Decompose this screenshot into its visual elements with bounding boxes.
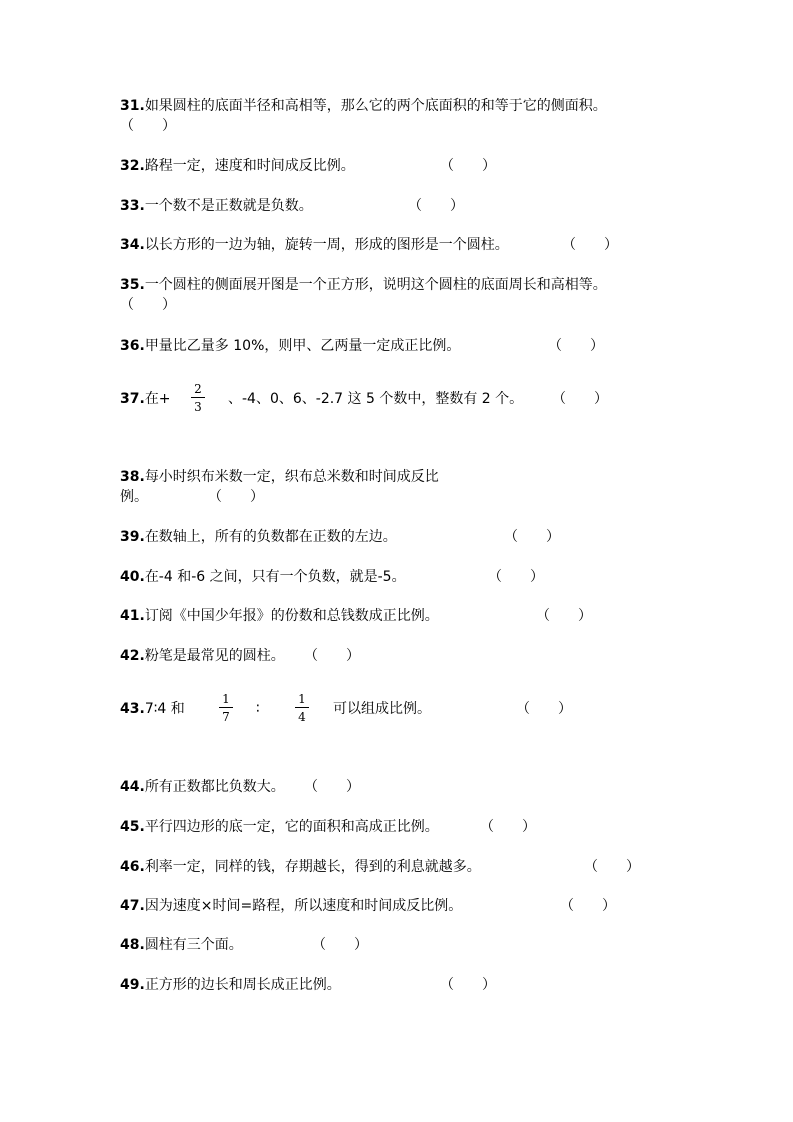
question-text: 一个圆柱的侧面展开图是一个正方形，说明这个圆柱的底面周长和高相等。: [144, 277, 607, 293]
question-45: [120, 817, 439, 837]
question-41: [120, 606, 439, 626]
question-text: 一个数不是正数就是负数。: [144, 198, 313, 214]
question-number: 45.: [120, 819, 145, 835]
question-text-end: 可以组成比例。: [333, 701, 431, 717]
answer-blank[interactable]: （ ）: [304, 648, 360, 664]
answer-blank[interactable]: （ ）: [552, 391, 608, 407]
fraction-denominator: 3: [194, 400, 202, 414]
answer-blank[interactable]: （ ）: [304, 779, 360, 795]
fraction-denominator: 4: [298, 710, 306, 724]
answer-blank[interactable]: （ ）: [562, 237, 618, 253]
question-number: 40.: [120, 569, 145, 585]
fraction-numerator: 1: [298, 692, 306, 706]
question-text: 甲量比乙量多 10%，则甲、乙两量一定成正比例。: [144, 338, 461, 354]
question-39: [120, 527, 397, 547]
answer-blank[interactable]: （ ）: [488, 569, 544, 585]
question-text-start: 7∶4 和: [144, 701, 185, 717]
fraction-bar: [295, 707, 309, 708]
question-48: [120, 935, 243, 955]
answer-blank[interactable]: （ ）: [120, 118, 176, 134]
question-number: 35.: [120, 277, 145, 293]
question-number: 41.: [120, 608, 145, 624]
fraction-numerator: 1: [222, 692, 230, 706]
colon-symbol: ∶: [256, 701, 260, 717]
question-text: 订阅《中国少年报》的份数和总钱数成正比例。: [144, 608, 439, 624]
question-38-line2: [120, 487, 148, 507]
question-number: 47.: [120, 898, 145, 914]
question-text: 所有正数都比负数大。: [144, 779, 285, 795]
question-42: [120, 646, 285, 666]
question-43-rest: [333, 699, 431, 719]
question-37: [120, 389, 171, 409]
fraction-bar: [191, 397, 205, 398]
question-number: 46.: [120, 859, 145, 875]
question-text: 在-4 和-6 之间，只有一个负数，就是-5。: [144, 569, 406, 585]
question-33: [120, 196, 313, 216]
question-47: [120, 896, 462, 916]
question-text: 平行四边形的底一定，它的面积和高成正比例。: [144, 819, 439, 835]
question-number: 42.: [120, 648, 145, 664]
question-number: 44.: [120, 779, 145, 795]
question-number: 33.: [120, 198, 145, 214]
answer-blank[interactable]: （ ）: [584, 859, 640, 875]
question-text: 粉笔是最常见的圆柱。: [144, 648, 285, 664]
answer-blank[interactable]: （ ）: [560, 898, 616, 914]
answer-blank[interactable]: （ ）: [480, 819, 536, 835]
question-49: [120, 975, 341, 995]
question-text-continued: 例。: [120, 489, 148, 505]
ratio-colon: [256, 699, 260, 719]
fraction-numerator: 2: [194, 382, 202, 396]
fraction-one-seventh: [219, 692, 233, 724]
answer-blank[interactable]: （ ）: [440, 158, 496, 174]
fraction-one-quarter: [295, 692, 309, 724]
answer-blank[interactable]: （ ）: [312, 937, 368, 953]
answer-blank[interactable]: （ ）: [516, 701, 572, 717]
answer-blank[interactable]: （ ）: [408, 198, 464, 214]
question-number: 49.: [120, 977, 145, 993]
question-36: [120, 336, 460, 356]
question-43: [120, 699, 185, 719]
answer-blank[interactable]: （ ）: [120, 297, 176, 313]
question-text-end: 、-4、0、6、-2.7 这 5 个数中，整数有 2 个。: [228, 391, 524, 407]
question-40: [120, 567, 406, 587]
question-number: 31.: [120, 98, 145, 114]
fraction-denominator: 7: [222, 710, 230, 724]
question-text: 以长方形的一边为轴，旋转一周，形成的图形是一个圆柱。: [144, 237, 509, 253]
question-number: 38.: [120, 469, 145, 485]
question-number: 43.: [120, 701, 145, 717]
question-number: 48.: [120, 937, 145, 953]
question-text-start: 在+: [144, 391, 171, 407]
question-35: [120, 275, 607, 295]
answer-blank[interactable]: （ ）: [536, 608, 592, 624]
question-46: [120, 857, 481, 877]
answer-blank[interactable]: （ ）: [440, 977, 496, 993]
question-38: [120, 467, 439, 487]
question-text: 利率一定，同样的钱，存期越长，得到的利息就越多。: [144, 859, 481, 875]
answer-blank[interactable]: （ ）: [548, 338, 604, 354]
question-number: 39.: [120, 529, 145, 545]
fraction-two-thirds: [191, 382, 205, 414]
fraction-bar: [219, 707, 233, 708]
question-44: [120, 777, 285, 797]
question-text: 因为速度×时间=路程，所以速度和时间成反比例。: [144, 898, 463, 914]
question-32: [120, 156, 355, 176]
question-number: 36.: [120, 338, 145, 354]
question-number: 34.: [120, 237, 145, 253]
question-text: 路程一定，速度和时间成反比例。: [144, 158, 355, 174]
question-34: [120, 235, 509, 255]
question-text: 正方形的边长和周长成正比例。: [144, 977, 341, 993]
question-number: 32.: [120, 158, 145, 174]
question-text: 在数轴上，所有的负数都在正数的左边。: [144, 529, 397, 545]
question-text: 每小时织布米数一定，织布总米数和时间成反比: [144, 469, 439, 485]
question-text: 如果圆柱的底面半径和高相等，那么它的两个底面积的和等于它的侧面积。: [144, 98, 607, 114]
question-number: 37.: [120, 391, 145, 407]
question-text: 圆柱有三个面。: [144, 937, 243, 953]
question-31: [120, 96, 607, 116]
answer-blank[interactable]: （ ）: [208, 489, 264, 505]
question-37-rest: [228, 389, 523, 409]
answer-blank[interactable]: （ ）: [504, 529, 560, 545]
